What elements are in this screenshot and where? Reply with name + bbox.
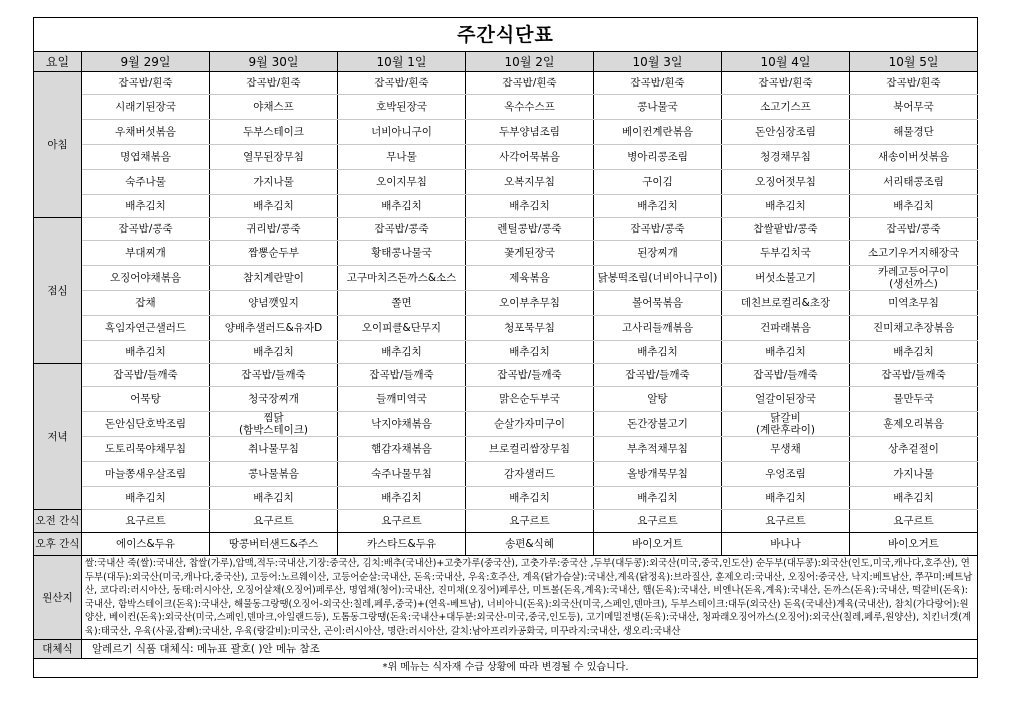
menu-item-cell: 병아리콩조림 [594, 145, 722, 170]
day-header-label: 요일 [34, 52, 82, 72]
menu-item-cell: 배추김치 [722, 195, 850, 218]
menu-item-cell: 오이지무침 [338, 170, 466, 195]
menu-item-cell: 건파래볶음 [722, 316, 850, 341]
menu-item-cell: 잡곡밥/콩죽 [82, 218, 210, 241]
meal-row [34, 266, 978, 291]
menu-item-cell: 배추김치 [466, 487, 594, 510]
snack-item-cell: 요구르트 [850, 510, 978, 533]
menu-item-cell: 순살가자미구이 [466, 412, 594, 437]
snack-item-cell: 에이스&두유 [82, 533, 210, 556]
snack-item-cell: 요구르트 [466, 510, 594, 533]
menu-item-cell: 북어무국 [850, 95, 978, 120]
menu-item-cell: 호박된장국 [338, 95, 466, 120]
snack-row [34, 533, 978, 556]
menu-item-cell: 배추김치 [210, 341, 338, 364]
menu-item-cell: 가지나물 [210, 170, 338, 195]
meal-row [34, 437, 978, 462]
menu-item-cell: 배추김치 [466, 195, 594, 218]
menu-item-cell: 잡곡밥/흰죽 [338, 72, 466, 95]
menu-item-cell: 서리태콩조림 [850, 170, 978, 195]
menu-item-cell: 진미채고추장볶음 [850, 316, 978, 341]
menu-item-cell: 배추김치 [338, 195, 466, 218]
origin-text: 쌀:국내산 죽(쌀):국내산, 찹쌀(가루),압맥,적두:국내산,기장:중국산, 김치:배추(국내산)+고춧가루(중국산), 고춧가루:중국산 ,두부(대두콩):외국산(미국,중국,인도산) 순두부(대두콩):외국산(인도,미국,캐나다,호주산), 연두부(대두):외국산(미국,캐나다,중국산), 고등어:노르웨이산, 고등어순살:국내산, 돈육:국내산, 우육:호주산, 계육(닭가슴살):국내산,계육(닭정육):브라질산, 훈제오리:국내산, 오징어:중국산, 낙지:베트남산, 쭈꾸미:베트남산, 코다리:러시아산, 동태:러시아산, 오징어살채(오징어)페루산, 명엽채(청어):국내산, 진미채(오징어)페루산, 미트볼(돈육,계육):국내산, 햄(돈육):국내산, 비엔나(돈육,계육):국내산, 돈까스(돈육):국내산, 떡갈비(돈육):국내산, 함박스테이크(돈육):국내산, 해물동그랑땡(오징어-외국산:칠레,페루,중국)+(연육-베트남), 너비아니(돈육):외국산(미국,스페인,덴마크), 두부스테이크:대두(외국산) 돈육(국내산)계육(국내산), 참치(가다랑어):원양산, 베이컨(돈육):외국산(미국,스페인,덴마크,아일랜드등), 도톰동그랑땡(돈육:국내산+대두분:외국산-미국,중국,인도등), 고기메밀전병(돈육):국내산, 청파래오징어까스(오징어):외국산(칠레,페루,원양산), 치킨너겟(계육):태국산, 우육(사골,잡뼈):국내산, 우육(랑갈비):미국산, 곤이:러시아산, 명란:러시아산, 갈치:남아프리카공화국, 미꾸라지:국내산, 생오리:국내산 [82, 556, 978, 640]
snack-item-cell: 땅콩버터샌드&주스 [210, 533, 338, 556]
menu-item-cell: 상추겉절이 [850, 437, 978, 462]
meal-row [34, 95, 978, 120]
menu-item-cell: 브로컬리쌈장무침 [466, 437, 594, 462]
day-header-cell: 10월 5일 [850, 52, 978, 72]
menu-item-cell: 훈제오리볶음 [850, 412, 978, 437]
menu-item-cell: 배추김치 [338, 487, 466, 510]
menu-item-cell: 잡곡밥/들깨죽 [850, 364, 978, 387]
menu-item-cell: 배추김치 [338, 341, 466, 364]
menu-item-cell: 돈안심장조림 [722, 120, 850, 145]
snack-row [34, 510, 978, 533]
menu-item-cell: 흑임자연근샐러드 [82, 316, 210, 341]
menu-item-cell: 황태콩나물국 [338, 241, 466, 266]
snack-item-cell: 요구르트 [82, 510, 210, 533]
menu-item-cell: 배추김치 [722, 487, 850, 510]
menu-item-cell: 청국장찌개 [210, 387, 338, 412]
menu-item-cell: 오이부추무침 [466, 291, 594, 316]
day-header-cell: 10월 1일 [338, 52, 466, 72]
menu-item-cell: 취나물무침 [210, 437, 338, 462]
meal-label: 점심 [34, 218, 82, 364]
menu-item-cell: 볼어묵볶음 [594, 291, 722, 316]
menu-item-cell: 잡곡밥/흰죽 [210, 72, 338, 95]
menu-item-cell: 배추김치 [850, 487, 978, 510]
snack-item-cell: 바이오거트 [594, 533, 722, 556]
menu-item-cell: 우채버섯볶음 [82, 120, 210, 145]
weekly-menu-sheet [33, 17, 977, 678]
menu-item-cell: 배추김치 [850, 341, 978, 364]
menu-item-cell: 찹쌀팥밥/콩죽 [722, 218, 850, 241]
menu-item-cell: 닭갈비 (계란후라이) [722, 412, 850, 437]
menu-item-cell: 잡곡밥/흰죽 [466, 72, 594, 95]
snack-item-cell: 요구르트 [594, 510, 722, 533]
menu-item-cell: 해물경단 [850, 120, 978, 145]
menu-item-cell: 카레고등어구이 (생선까스) [850, 266, 978, 291]
menu-item-cell: 잡곡밥/흰죽 [594, 72, 722, 95]
menu-item-cell: 양념깻잎지 [210, 291, 338, 316]
meal-row [34, 412, 978, 437]
menu-item-cell: 무나물 [338, 145, 466, 170]
menu-item-cell: 베이컨계란볶음 [594, 120, 722, 145]
menu-item-cell: 가지나물 [850, 462, 978, 487]
meal-row [34, 462, 978, 487]
menu-item-cell: 소고기스프 [722, 95, 850, 120]
menu-item-cell: 배추김치 [594, 341, 722, 364]
menu-item-cell: 찜닭 (함박스테이크) [210, 412, 338, 437]
snack-item-cell: 요구르트 [338, 510, 466, 533]
snack-label: 오후 간식 [34, 533, 82, 556]
day-header-cell: 10월 3일 [594, 52, 722, 72]
meal-row [34, 120, 978, 145]
menu-item-cell: 오징어젓무침 [722, 170, 850, 195]
menu-item-cell: 제육볶음 [466, 266, 594, 291]
menu-item-cell: 두부스테이크 [210, 120, 338, 145]
substitute-label: 대체식 [34, 640, 82, 659]
snack-item-cell: 카스타드&두유 [338, 533, 466, 556]
menu-item-cell: 햄감자채볶음 [338, 437, 466, 462]
menu-item-cell: 너비아니구이 [338, 120, 466, 145]
origin-label: 원산지 [34, 556, 82, 640]
menu-item-cell: 부추적채무침 [594, 437, 722, 462]
menu-item-cell: 배추김치 [850, 195, 978, 218]
menu-item-cell: 배추김치 [594, 195, 722, 218]
menu-item-cell: 오징어야채볶음 [82, 266, 210, 291]
menu-item-cell: 마늘쫑새우살조림 [82, 462, 210, 487]
menu-item-cell: 무생채 [722, 437, 850, 462]
menu-item-cell: 낙지야채볶음 [338, 412, 466, 437]
menu-item-cell: 숙주나물무침 [338, 462, 466, 487]
snack-item-cell: 송편&식혜 [466, 533, 594, 556]
menu-item-cell: 닭봉떡조림(너비아니구이) [594, 266, 722, 291]
menu-item-cell: 구이김 [594, 170, 722, 195]
menu-item-cell: 데친브로컬리&초장 [722, 291, 850, 316]
menu-item-cell: 새송이버섯볶음 [850, 145, 978, 170]
page-title: 주간식단표 [34, 18, 978, 52]
menu-item-cell: 배추김치 [722, 341, 850, 364]
menu-item-cell: 양배추샐러드&유자D [210, 316, 338, 341]
meal-row [34, 316, 978, 341]
menu-item-cell: 귀리밥/콩죽 [210, 218, 338, 241]
menu-item-cell: 배추김치 [594, 487, 722, 510]
menu-item-cell: 고사리들깨볶음 [594, 316, 722, 341]
meal-row [34, 195, 978, 218]
snack-item-cell: 요구르트 [722, 510, 850, 533]
meal-row [34, 487, 978, 510]
meal-row [34, 241, 978, 266]
menu-item-cell: 오복지무침 [466, 170, 594, 195]
menu-item-cell: 숙주나물 [82, 170, 210, 195]
menu-item-cell: 배추김치 [82, 487, 210, 510]
menu-item-cell: 잡곡밥/들깨죽 [338, 364, 466, 387]
menu-item-cell: 잡곡밥/콩죽 [850, 218, 978, 241]
menu-item-cell: 쫄면 [338, 291, 466, 316]
menu-item-cell: 배추김치 [82, 195, 210, 218]
menu-item-cell: 어묵탕 [82, 387, 210, 412]
menu-item-cell: 잡곡밥/흰죽 [722, 72, 850, 95]
day-header-cell: 9월 30일 [210, 52, 338, 72]
snack-item-cell: 바이오거트 [850, 533, 978, 556]
menu-item-cell: 배추김치 [466, 341, 594, 364]
origin-row [34, 556, 978, 640]
day-header-cell: 9월 29일 [82, 52, 210, 72]
menu-item-cell: 콩나물국 [594, 95, 722, 120]
note-row [34, 659, 978, 678]
menu-item-cell: 버섯소불고기 [722, 266, 850, 291]
meal-row [34, 145, 978, 170]
weekly-menu-table [33, 17, 978, 678]
menu-item-cell: 부대찌개 [82, 241, 210, 266]
menu-item-cell: 도토리묵야채무침 [82, 437, 210, 462]
menu-item-cell: 잡곡밥/콩죽 [338, 218, 466, 241]
meal-label: 아침 [34, 72, 82, 218]
menu-item-cell: 맑은순두부국 [466, 387, 594, 412]
menu-item-cell: 두부양념조림 [466, 120, 594, 145]
menu-item-cell: 짬뽕순두부 [210, 241, 338, 266]
menu-item-cell: 야채스프 [210, 95, 338, 120]
menu-item-cell: 배추김치 [82, 341, 210, 364]
menu-item-cell: 잡곡밥/들깨죽 [82, 364, 210, 387]
menu-item-cell: 물만두국 [850, 387, 978, 412]
substitute-text: 알레르기 식품 대체식: 메뉴표 괄호( )안 메뉴 참조 [82, 640, 978, 659]
menu-item-cell: 잡곡밥/들깨죽 [210, 364, 338, 387]
meal-label: 저녁 [34, 364, 82, 510]
menu-item-cell: 들깨미역국 [338, 387, 466, 412]
menu-item-cell: 청포묵무침 [466, 316, 594, 341]
menu-item-cell: 배추김치 [210, 195, 338, 218]
menu-item-cell: 돈간장불고기 [594, 412, 722, 437]
menu-item-cell: 소고기우거지해장국 [850, 241, 978, 266]
menu-item-cell: 옥수수스프 [466, 95, 594, 120]
footnote: *위 메뉴는 식자재 수급 상황에 따라 변경될 수 있습니다. [34, 659, 978, 678]
menu-item-cell: 참치계란말이 [210, 266, 338, 291]
meal-row [34, 72, 978, 95]
menu-item-cell: 명엽채볶음 [82, 145, 210, 170]
substitute-row [34, 640, 978, 659]
menu-item-cell: 열무된장무침 [210, 145, 338, 170]
menu-item-cell: 시래기된장국 [82, 95, 210, 120]
snack-item-cell: 요구르트 [210, 510, 338, 533]
menu-item-cell: 올방개묵무침 [594, 462, 722, 487]
menu-item-cell: 사각어묵볶음 [466, 145, 594, 170]
menu-item-cell: 우엉조림 [722, 462, 850, 487]
menu-item-cell: 잡곡밥/들깨죽 [722, 364, 850, 387]
meal-row [34, 341, 978, 364]
menu-item-cell: 두부김치국 [722, 241, 850, 266]
menu-item-cell: 청경채무침 [722, 145, 850, 170]
meal-row [34, 170, 978, 195]
menu-item-cell: 콩나물볶음 [210, 462, 338, 487]
menu-item-cell: 잡곡밥/콩죽 [594, 218, 722, 241]
day-header-cell: 10월 2일 [466, 52, 594, 72]
menu-item-cell: 잡곡밥/들깨죽 [466, 364, 594, 387]
menu-item-cell: 배추김치 [210, 487, 338, 510]
menu-item-cell: 꽃게된장국 [466, 241, 594, 266]
day-header-row [34, 52, 978, 72]
menu-item-cell: 잡곡밥/흰죽 [82, 72, 210, 95]
menu-item-cell: 감자샐러드 [466, 462, 594, 487]
menu-item-cell: 잡곡밥/들깨죽 [594, 364, 722, 387]
menu-item-cell: 잡채 [82, 291, 210, 316]
menu-item-cell: 알탕 [594, 387, 722, 412]
menu-item-cell: 미역초무침 [850, 291, 978, 316]
menu-item-cell: 된장찌개 [594, 241, 722, 266]
meal-row [34, 218, 978, 241]
meal-row [34, 387, 978, 412]
menu-item-cell: 오이피클&단무지 [338, 316, 466, 341]
meal-row [34, 291, 978, 316]
menu-item-cell: 잡곡밥/흰죽 [850, 72, 978, 95]
snack-label: 오전 간식 [34, 510, 82, 533]
menu-item-cell: 고구마치즈돈까스&소스 [338, 266, 466, 291]
day-header-cell: 10월 4일 [722, 52, 850, 72]
menu-item-cell: 얼갈이된장국 [722, 387, 850, 412]
menu-item-cell: 돈안심단호박조림 [82, 412, 210, 437]
snack-item-cell: 바나나 [722, 533, 850, 556]
meal-row [34, 364, 978, 387]
menu-item-cell: 렌틸콩밥/콩죽 [466, 218, 594, 241]
